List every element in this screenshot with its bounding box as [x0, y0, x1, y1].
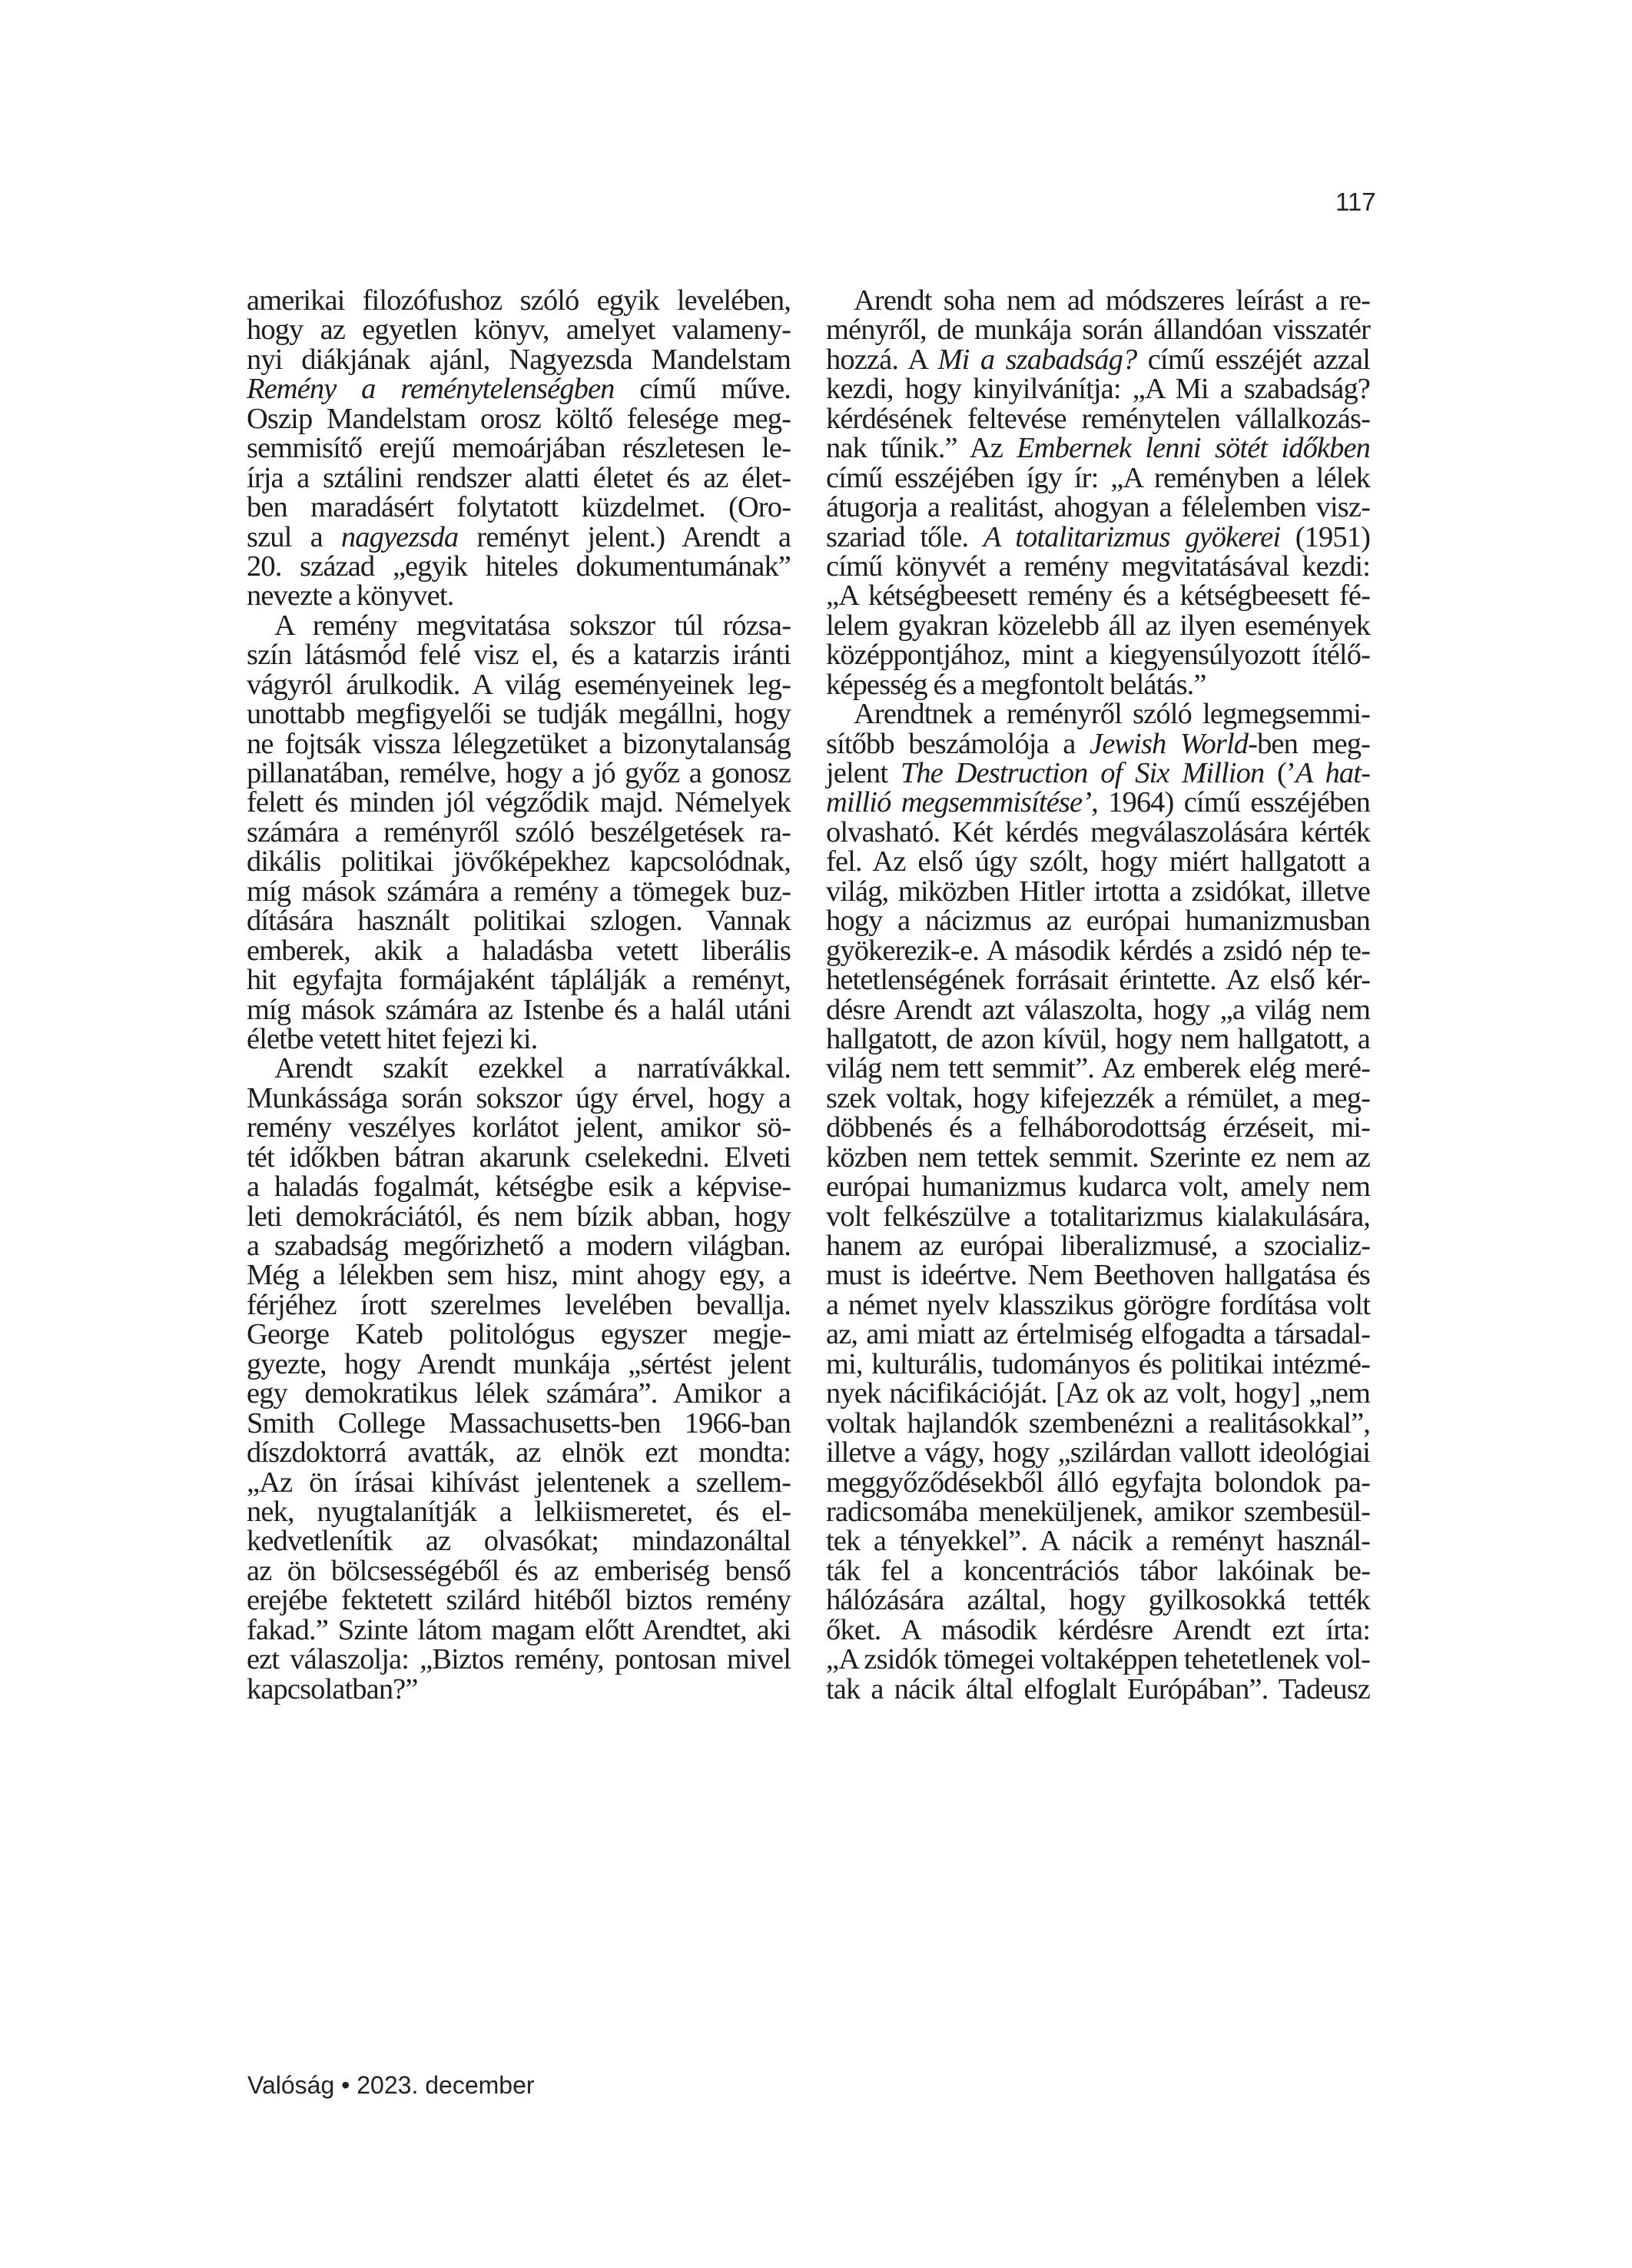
text-segment: gyezte, hogy Arendt munkája „sértést jelent — [247, 1347, 791, 1380]
text-line — [826, 905, 1370, 938]
text-segment: fel. Az első úgy szólt, hogy miért hallgatott a — [826, 845, 1370, 878]
text-line — [826, 639, 1370, 672]
text-line — [826, 1202, 1370, 1231]
text-segment: képesség és a megfontolt belátás.” — [826, 668, 1206, 701]
text-line — [247, 493, 791, 522]
text-segment: dikális politikai jövőképekhez kapcsolódnak, — [247, 845, 791, 878]
text-segment: illetve a vágy, hogy „szilárdan vallott ideológiai — [826, 1436, 1370, 1469]
text-segment: „A zsidók tömegei voltaképpen tehetetlenek vol- — [826, 1643, 1370, 1676]
text-line — [247, 1406, 791, 1439]
text-line — [247, 611, 791, 640]
text-segment: volt felkészülve a totalitarizmus kialakulására, — [826, 1200, 1370, 1233]
text-line — [247, 1231, 791, 1260]
text-line — [826, 815, 1370, 848]
text-segment: remény veszélyes korlátot jelent, amikor sö- — [247, 1111, 791, 1144]
text-line — [826, 699, 1370, 729]
text-line — [247, 639, 791, 672]
text-line — [826, 1231, 1370, 1260]
text-line — [247, 433, 791, 463]
text-segment: írja a sztálini rendszer alatti életet és az élet- — [247, 461, 791, 494]
text-line — [247, 1645, 791, 1674]
text-segment: amerikai filozófushoz szóló egyik levelében, — [247, 284, 791, 317]
text-line — [826, 463, 1370, 493]
text-line — [826, 729, 1370, 759]
italic-title: Embernek lenni sötét időkben — [1017, 432, 1370, 465]
text-line — [247, 1202, 791, 1231]
text-segment: számára a reményről szóló beszélgetések ra- — [247, 815, 791, 848]
text-segment: reményt jelent.) Arendt a — [458, 520, 791, 553]
text-line — [247, 1556, 791, 1586]
text-line — [826, 552, 1370, 581]
text-segment: az, ami miatt az értelmiség elfogadta a társadal- — [826, 1318, 1370, 1351]
text-segment: szín látásmód felé visz el, és a katarzis iránti — [247, 639, 791, 672]
italic-title: Jewish World — [1090, 727, 1249, 760]
text-line — [247, 373, 791, 406]
text-segment: szek voltak, hogy kifejezzék a rémület, a meg- — [826, 1081, 1370, 1114]
text-segment: hallgatott, de azon kívül, hogy nem hallgatott, a — [826, 1022, 1370, 1055]
text-column-right — [826, 286, 1370, 1704]
text-line — [247, 286, 791, 315]
text-line — [247, 965, 791, 995]
text-line — [247, 1320, 791, 1349]
text-segment: ezt válaszolja: „Biztos remény, pontosan mivel — [247, 1643, 791, 1676]
italic-title: A hat- — [1295, 757, 1370, 789]
text-line — [826, 936, 1370, 965]
text-segment: őket. A második kérdésre Arendt ezt írta: — [826, 1613, 1370, 1646]
text-segment: kezdi, hogy kinyilvánítja: „A Mi a szabadság? — [826, 373, 1370, 406]
italic-title: nagyezsda — [340, 520, 459, 553]
text-line — [247, 463, 791, 493]
text-line — [247, 936, 791, 965]
text-segment: középpontjához, mint a kiegyensúlyozott ítélő- — [826, 639, 1370, 672]
text-line — [247, 1586, 791, 1615]
text-segment: leti demokráciától, és nem bízik abban, hogy — [247, 1200, 791, 1233]
text-line — [826, 404, 1370, 433]
text-segment: hetetlenségének forrásait érintette. Az első kér- — [826, 964, 1370, 997]
text-segment: egy demokratikus lélek számára”. Amikor a — [247, 1377, 791, 1410]
text-line — [247, 905, 791, 938]
text-segment: míg mások számára a remény a tömegek buz- — [247, 875, 791, 908]
italic-title: A totalitarizmus gyökerei — [983, 520, 1281, 553]
text-segment: hanem az európai liberalizmusé, a szocializ- — [826, 1230, 1370, 1262]
text-segment: nyi diákjának ajánl, Nagyezsda Mandelstam — [247, 343, 791, 376]
text-line — [826, 1526, 1370, 1556]
text-segment: Még a lélekben sem hisz, mint ahogy egy, a — [247, 1259, 791, 1292]
text-line — [247, 1143, 791, 1172]
text-segment: ben maradásért folytatott küzdelmet. (Oro- — [247, 491, 791, 524]
text-line — [247, 1497, 791, 1526]
text-segment: szul a — [247, 520, 341, 553]
text-segment: emberek, akik a haladásba vetett liberális — [247, 934, 791, 967]
text-segment: a haladás fogalmát, kétségbe esik a képvise- — [247, 1171, 791, 1204]
text-segment: ne fojtsák vissza lélegzetüket a bizonytalanság — [247, 727, 791, 760]
text-line — [826, 965, 1370, 995]
text-segment: voltak hajlandók szembenézni a realitásokkal”, — [826, 1406, 1370, 1439]
text-line — [247, 552, 791, 581]
text-segment: sítőbb beszámolója a — [826, 727, 1090, 760]
text-segment: erejébe fektetett szilárd hitéből biztos remény — [247, 1584, 791, 1617]
text-column-left — [247, 286, 791, 1704]
text-line — [247, 345, 791, 374]
italic-title: Remény a reménytelenségben — [247, 373, 615, 406]
text-line — [826, 373, 1370, 406]
text-line — [826, 520, 1371, 553]
text-segment: kapcsolatban?” — [247, 1672, 418, 1705]
text-line — [826, 1081, 1370, 1114]
text-line — [247, 1054, 791, 1083]
text-segment: jelent — [826, 757, 901, 789]
text-segment: hogy az egyetlen könyv, amelyet valameny- — [247, 314, 791, 347]
text-segment: A remény megvitatása sokszor túl rózsa- — [274, 609, 791, 642]
text-segment: életbe vetett hitet fejezi ki. — [247, 1022, 538, 1055]
text-line — [247, 877, 791, 906]
text-segment: lelem gyakran közelebb áll az ilyen események — [826, 609, 1370, 642]
text-segment: fakad.” Szinte látom magam előtt Arendtet, aki — [247, 1613, 791, 1646]
text-line — [826, 1143, 1370, 1172]
text-line — [247, 1347, 791, 1380]
text-segment: nyek nácifikációját. [Az ok az volt, hogy] „nem — [826, 1377, 1370, 1410]
text-line — [826, 1497, 1370, 1526]
text-line — [826, 493, 1370, 522]
text-line — [247, 1024, 791, 1054]
text-segment: 20. század „egyik hiteles dokumentumának” — [247, 550, 791, 583]
text-segment: nak tűnik.” Az — [826, 432, 1017, 465]
text-line — [247, 520, 791, 553]
text-line — [826, 611, 1370, 640]
text-segment: désre Arendt azt válaszolta, hogy „a világ nem — [826, 993, 1370, 1026]
text-segment: a német nyelv klasszikus görögre fordítása volt — [826, 1288, 1370, 1321]
text-line — [826, 345, 1370, 374]
text-line — [247, 1438, 791, 1467]
text-line — [247, 1672, 791, 1705]
text-segment: must is ideértve. Nem Beethoven hallgatása és — [826, 1259, 1370, 1292]
text-segment: tak a nácik által elfoglalt Európában”. Tadeusz — [826, 1672, 1370, 1705]
text-line — [826, 1468, 1370, 1497]
text-line — [826, 1406, 1370, 1439]
text-segment: című műve. — [614, 373, 791, 406]
text-line — [247, 1379, 791, 1408]
text-segment: semmisítő erejű memoárjában részletesen le- — [247, 432, 791, 465]
text-line — [247, 995, 791, 1024]
text-line — [247, 815, 791, 848]
text-segment: kérdésének feltevése reménytelen vállalkozás- — [826, 402, 1370, 435]
text-line — [826, 788, 1370, 817]
text-line — [826, 1672, 1370, 1705]
text-line — [247, 847, 791, 876]
text-line — [247, 670, 791, 699]
text-segment: a szabadság megőrizhető a modern világban. — [247, 1230, 791, 1262]
text-segment: Smith College Massachusetts-ben 1966-ban — [247, 1406, 791, 1439]
text-segment: ményről, de munkája során állandóan visszatér — [826, 314, 1370, 347]
text-line — [826, 1113, 1370, 1142]
text-segment: döbbenés és a felháborodottság érzéseit, mi- — [826, 1111, 1370, 1144]
text-line — [247, 1113, 791, 1142]
text-segment: Munkássága során sokszor úgy érvel, hogy a — [247, 1081, 791, 1114]
text-line — [826, 1379, 1370, 1408]
text-segment: Arendt soha nem ad módszeres leírást a re- — [854, 284, 1370, 317]
text-segment: szariad tőle. — [826, 520, 984, 553]
text-segment: felett és minden jól végződik majd. Némelyek — [247, 786, 791, 819]
text-segment: dítására használt politikai szlogen. Vannak — [247, 905, 791, 938]
text-line — [826, 995, 1370, 1024]
text-line — [247, 1290, 791, 1320]
text-segment: díszdoktorrá avatták, az elnök ezt mondta: — [247, 1436, 791, 1469]
text-line — [247, 759, 791, 788]
text-segment: átugorja a realitást, ahogyan a félelemben visz- — [826, 491, 1370, 524]
text-segment: Arendtnek a reményről szóló legmegsemmi- — [854, 698, 1370, 731]
text-line — [247, 1171, 791, 1204]
italic-title: millió megsemmisítése’ — [826, 786, 1092, 819]
text-line — [826, 759, 1370, 788]
text-segment: George Kateb politológus egyszer megje- — [247, 1318, 791, 1351]
text-segment: európai humanizmus kudarca volt, amely nem — [826, 1171, 1370, 1204]
text-line — [247, 699, 791, 729]
text-line — [247, 1526, 791, 1556]
text-segment: közben nem tettek semmit. Szerinte ez nem az — [826, 1141, 1370, 1174]
text-line — [247, 314, 791, 347]
text-segment: míg mások számára az Istenbe és a halál utáni — [247, 993, 791, 1026]
text-line — [826, 579, 1370, 613]
text-segment: -ben meg- — [1248, 727, 1370, 760]
text-segment: hozzá. A — [826, 343, 938, 376]
text-segment: „Az ön írásai kihívást jelentenek a szellem- — [247, 1466, 791, 1499]
text-segment: gyökerezik-e. A második kérdés a zsidó nép te- — [826, 934, 1370, 967]
text-segment: (’ — [1264, 757, 1295, 789]
italic-title: The Destruction of Six Million — [900, 757, 1265, 789]
text-line — [826, 1260, 1370, 1290]
text-line — [826, 1586, 1370, 1615]
text-segment: vágyról árulkodik. A világ eseményeinek leg- — [247, 668, 791, 701]
text-segment: ták fel a koncentrációs tábor lakóinak be- — [826, 1554, 1370, 1587]
text-segment: olvasható. Két kérdés megválaszolására kérték — [826, 815, 1370, 848]
text-line — [247, 1468, 791, 1497]
text-line — [247, 579, 791, 613]
text-segment: „A kétségbeesett remény és a kétségbeesett fé- — [826, 579, 1370, 613]
text-line — [826, 1615, 1370, 1645]
text-segment: pillanatában, remélve, hogy a jó győz a gonosz — [247, 757, 791, 789]
text-line — [247, 729, 791, 759]
text-segment: férjéhez írott szerelmes levelében bevallja. — [247, 1288, 791, 1321]
text-segment: kedvetlenítik az olvasókat; mindazonáltal — [247, 1525, 791, 1558]
text-line — [247, 404, 791, 433]
text-line — [826, 670, 1370, 699]
text-segment: radicsomába meneküljenek, amikor szembesül- — [826, 1495, 1370, 1528]
italic-title: Mi a szabadság? — [937, 343, 1137, 376]
text-segment: Arendt szakít ezekkel a narratívákkal. — [274, 1052, 791, 1085]
text-segment: című esszéjében így ír: „A reményben a lélek — [826, 461, 1370, 494]
text-line — [826, 314, 1370, 347]
page-number: 117 — [1335, 188, 1376, 216]
text-segment: (1951) — [1280, 520, 1371, 553]
text-segment: tek a tényekkel”. A nácik a reményt használ- — [826, 1525, 1370, 1558]
text-line — [826, 286, 1370, 315]
text-line — [826, 1290, 1370, 1320]
text-segment: hálózására azáltal, hogy gyilkosokká tették — [826, 1584, 1370, 1617]
text-line — [247, 1260, 791, 1290]
text-line — [826, 1054, 1370, 1083]
text-line — [826, 1438, 1370, 1467]
text-line — [247, 1081, 791, 1114]
text-segment: tét időkben bátran akarunk cselekedni. Elveti — [247, 1141, 791, 1174]
text-segment: hit egyfajta formájaként táplálják a reményt, — [247, 964, 791, 997]
text-line — [826, 1556, 1370, 1586]
text-segment: nevezte a könyvet. — [247, 579, 454, 613]
text-segment: hogy a nácizmus az európai humanizmusban — [826, 905, 1370, 938]
text-line — [826, 847, 1370, 876]
text-line — [826, 1645, 1370, 1674]
text-line — [826, 1347, 1370, 1380]
text-segment: című könyvét a remény megvitatásával kezdi: — [826, 550, 1370, 583]
text-line — [826, 1024, 1370, 1054]
text-line — [247, 788, 791, 817]
running-footer: Valóság • 2023. december — [247, 2071, 535, 2099]
text-segment: , 1964) című esszéjében — [1091, 786, 1370, 819]
text-segment: unottabb megfigyelői se tudják megállni, hogy — [247, 698, 791, 731]
text-segment: meggyőződésekből álló egyfajta bolondok pa- — [826, 1466, 1370, 1499]
text-line — [826, 1171, 1370, 1204]
text-segment: című esszéjét azzal — [1136, 343, 1370, 376]
text-segment: az ön bölcsességéből és az emberiség benső — [247, 1554, 791, 1587]
text-segment: világ nem tett semmit”. Az emberek elég meré- — [826, 1052, 1370, 1085]
text-segment: Oszip Mandelstam orosz költő felesége meg- — [247, 402, 791, 435]
text-line — [826, 1320, 1370, 1349]
text-segment: világ, miközben Hitler irtotta a zsidókat, illetve — [826, 875, 1370, 908]
text-segment: nek, nyugtalanítják a lelkiismeretet, és el- — [247, 1495, 791, 1528]
text-segment: mi, kulturális, tudományos és politikai intézmé- — [826, 1347, 1370, 1380]
text-line — [826, 877, 1370, 906]
text-line — [247, 1615, 791, 1645]
text-line — [826, 433, 1370, 463]
